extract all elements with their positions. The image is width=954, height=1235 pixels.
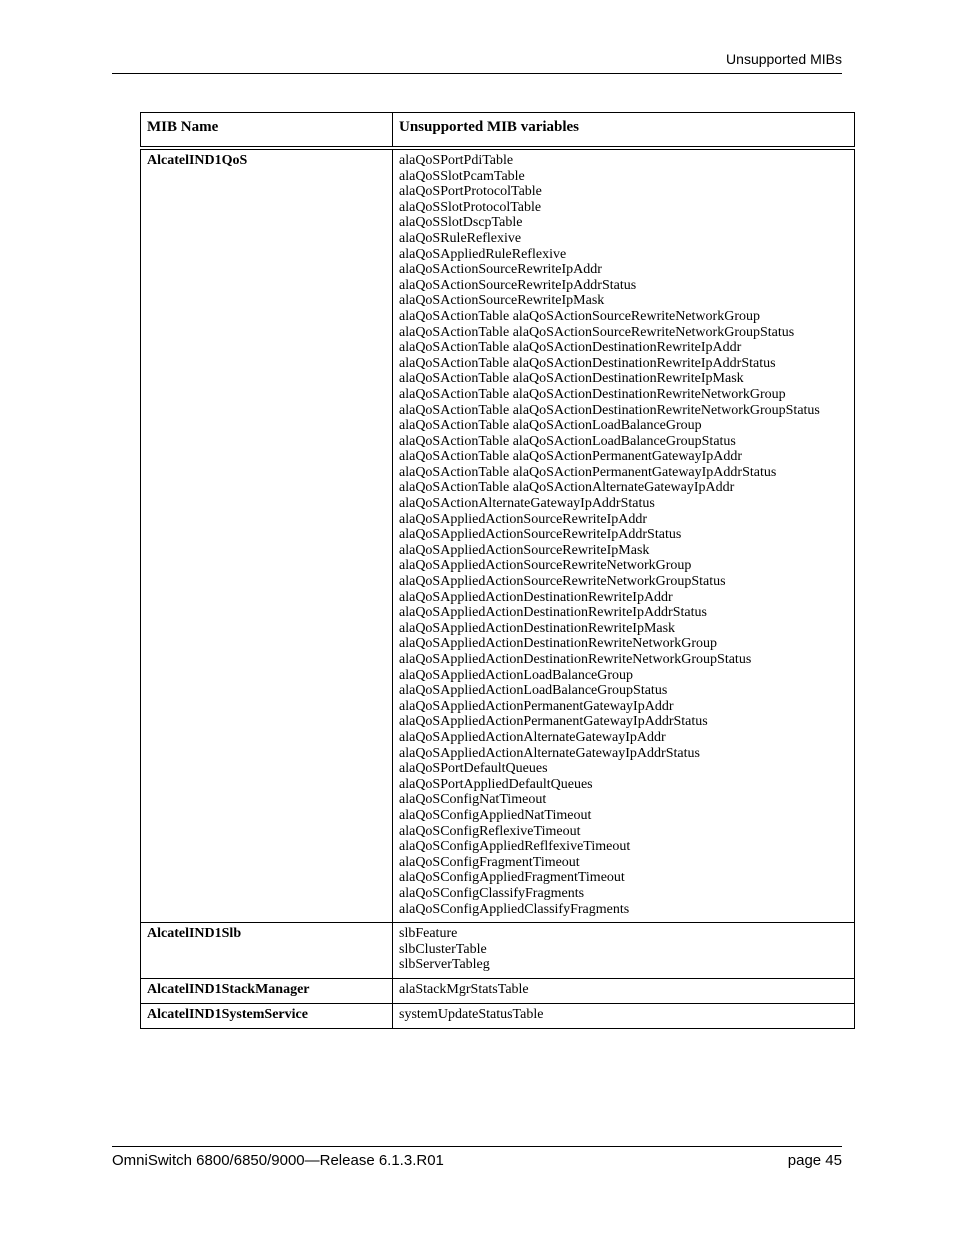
mib-variable: alaQoSActionSourceRewriteIpMask (399, 293, 605, 309)
mib-variable: alaQoSActionSourceRewriteIpAddr (399, 262, 602, 278)
mib-variable: alaQoSActionTable alaQoSActionDestinationRewriteNetworkGroupStatus (399, 402, 820, 418)
mib-variable: alaQoSAppliedActionDestinationRewriteIpAddrStatus (399, 605, 707, 621)
mib-variable: alaQoSActionTable alaQoSActionSourceRewriteNetworkGroup (399, 308, 760, 324)
mib-variable: alaQoSConfigNatTimeout (399, 792, 547, 808)
mib-variable: alaQoSActionTable alaQoSActionPermanentGatewayIpAddr (399, 449, 743, 465)
mib-variable: alaQoSAppliedActionDestinationRewriteNetworkGroup (399, 636, 718, 652)
mib-variable: alaStackMgrStatsTable (399, 981, 529, 997)
mib-variable: alaQoSAppliedActionDestinationRewriteIpMask (399, 620, 676, 636)
mib-variable: alaQoSAppliedActionLoadBalanceGroup (399, 667, 634, 683)
mib-variable: alaQoSPortProtocolTable (399, 184, 542, 200)
table-row (141, 978, 855, 1003)
table-row (141, 1003, 855, 1028)
mib-variable: alaQoSSlotProtocolTable (399, 199, 542, 215)
mib-variable: slbServerTableg (399, 957, 490, 973)
table-header-row (141, 113, 855, 149)
mib-variable: alaQoSAppliedActionAlternateGatewayIpAddr (399, 729, 666, 745)
mib-variable: alaQoSAppliedActionSourceRewriteIpAddr (399, 511, 648, 527)
mib-name-cell: AlcatelIND1SystemService (141, 1003, 393, 1028)
mib-variable: alaQoSActionTable alaQoSActionLoadBalanceGroup (399, 418, 702, 434)
mib-variable: alaQoSActionSourceRewriteIpAddrStatus (399, 277, 637, 293)
mib-variable: alaQoSAppliedActionSourceRewriteNetworkGroup (399, 558, 692, 574)
mib-variable: alaQoSActionTable alaQoSActionAlternateGatewayIpAddr (399, 480, 735, 496)
column-header-mib-name: MIB Name (141, 113, 393, 149)
mib-variable: alaQoSSlotDscpTable (399, 215, 523, 231)
mib-variables-cell (393, 923, 855, 979)
unsupported-mibs-table (140, 112, 855, 1029)
product-release: OmniSwitch 6800/6850/9000—Release 6.1.3.R01 (112, 1152, 444, 1169)
mib-variable: alaQoSAppliedActionPermanentGatewayIpAddrStatus (399, 714, 708, 730)
mib-variable: alaQoSConfigAppliedClassifyFragments (399, 901, 630, 917)
header-divider (112, 73, 842, 74)
mib-variable: alaQoSActionTable alaQoSActionDestinationRewriteIpAddr (399, 340, 742, 356)
section-title: Unsupported MIBs (726, 51, 842, 67)
mib-variable: alaQoSActionTable alaQoSActionSourceRewriteNetworkGroupStatus (399, 324, 795, 340)
mib-variable: alaQoSConfigAppliedNatTimeout (399, 807, 592, 823)
mib-variable: alaQoSAppliedActionSourceRewriteIpMask (399, 542, 650, 558)
mib-variable: slbFeature (399, 926, 458, 942)
mib-variable: systemUpdateStatusTable (399, 1006, 544, 1022)
mib-variables-cell (393, 1003, 855, 1028)
mib-name-cell: AlcatelIND1StackManager (141, 978, 393, 1003)
mib-variable: slbClusterTable (399, 941, 487, 957)
mib-variable: alaQoSActionTable alaQoSActionDestinationRewriteIpMask (399, 371, 744, 387)
table-row (141, 148, 855, 923)
mib-variable: alaQoSAppliedActionLoadBalanceGroupStatus (399, 683, 668, 699)
mib-variables-cell (393, 978, 855, 1003)
mib-variable: alaQoSActionTable alaQoSActionLoadBalanceGroupStatus (399, 433, 736, 449)
mib-variable: alaQoSAppliedActionAlternateGatewayIpAddrStatus (399, 745, 700, 761)
mib-variable: alaQoSActionTable alaQoSActionDestinationRewriteIpAddrStatus (399, 355, 776, 371)
mib-variable: alaQoSActionTable alaQoSActionDestinationRewriteNetworkGroup (399, 386, 786, 402)
mib-variable: alaQoSPortPdiTable (399, 153, 514, 168)
mib-variable: alaQoSConfigClassifyFragments (399, 885, 585, 901)
mib-variable: alaQoSConfigReflexiveTimeout (399, 823, 581, 839)
mib-variables-cell (393, 148, 855, 923)
mib-variable: alaQoSConfigAppliedFragmentTimeout (399, 870, 625, 886)
mib-variable: alaQoSAppliedActionSourceRewriteIpAddrStatus (399, 527, 682, 543)
mib-variable: alaQoSActionAlternateGatewayIpAddrStatus (399, 496, 655, 512)
mib-variable: alaQoSAppliedActionDestinationRewriteNetworkGroupStatus (399, 652, 752, 667)
page-number: page 45 (787, 1152, 842, 1169)
mib-variable: alaQoSAppliedActionSourceRewriteNetworkGroupStatus (399, 574, 726, 590)
mib-variable: alaQoSConfigAppliedReflfexiveTimeout (399, 839, 631, 855)
table-row (141, 923, 855, 979)
mib-variable: alaQoSRuleReflexive (399, 230, 522, 246)
mib-variable: alaQoSAppliedActionPermanentGatewayIpAddr (399, 698, 674, 714)
mib-name-cell: AlcatelIND1Slb (141, 923, 393, 979)
mib-variable: alaQoSPortDefaultQueues (399, 761, 548, 777)
mib-variable: alaQoSAppliedActionDestinationRewriteIpAddr (399, 589, 673, 605)
footer-divider (112, 1146, 842, 1147)
mib-variable: alaQoSSlotPcamTable (399, 168, 525, 184)
mib-variable: alaQoSConfigFragmentTimeout (399, 854, 580, 870)
mib-variable: alaQoSActionTable alaQoSActionPermanentGatewayIpAddrStatus (399, 464, 777, 480)
column-header-unsupported-variables: Unsupported MIB variables (393, 113, 855, 149)
table-body (141, 148, 855, 1028)
mib-variable: alaQoSPortAppliedDefaultQueues (399, 776, 593, 792)
mib-name-cell: AlcatelIND1QoS (141, 148, 393, 923)
mib-variable: alaQoSAppliedRuleReflexive (399, 246, 567, 262)
